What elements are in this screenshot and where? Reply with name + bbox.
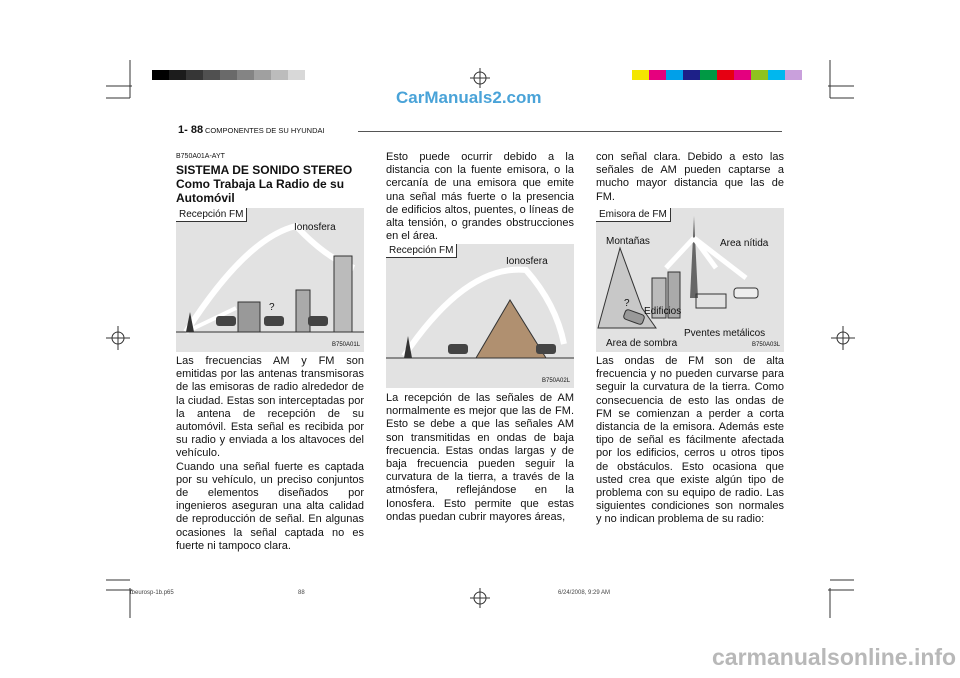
paragraph: Las frecuencias AM y FM son emitidas por las antenas transmisoras de las emisoras de radio alrededor de la ciudad. Estas son interceptadas por la antena de recepción de su automóvil. Esta señal es recibida por su radio y enviada a los altavoces del vehículo. — [176, 355, 364, 460]
color-bar — [632, 70, 802, 80]
figure-am-reception-label: Recepción FM — [386, 244, 457, 258]
calibration-swatch — [271, 70, 288, 80]
figure-fm-reception-label: Recepción FM — [176, 208, 247, 222]
figure-code: B750A01L — [332, 342, 361, 348]
calibration-swatch — [683, 70, 700, 80]
calibration-swatch — [237, 70, 254, 80]
section-title: SISTEMA DE SONIDO STEREO Como Trabaja La Radio de su Automóvil — [176, 163, 353, 205]
watermark-top: CarManuals2.com — [396, 88, 542, 107]
section-code: B750A01A-AYT — [176, 153, 225, 160]
page-number: 1- 88 — [178, 124, 204, 136]
footer-page: 88 — [298, 590, 305, 596]
figure-code: B750A02L — [542, 378, 571, 384]
header-rule — [358, 131, 782, 132]
calibration-swatch — [186, 70, 203, 80]
calibration-swatch — [768, 70, 785, 80]
body-text-col3: con señal clara. Debido a esto las señales de AM pueden captarse a mucho mayor distancia que las de FM. — [596, 151, 784, 203]
calibration-swatch — [734, 70, 751, 80]
clear-area-label: Area nítida — [720, 238, 769, 249]
calibration-swatch — [220, 70, 237, 80]
body-text-col2-continued: La recepción de las señales de AM normalmente es mejor que las de FM. Esto se debe a que las señales AM son transmitidas en ondas de baja frecuencia. Estas ondas largas y de baja frecuencia pueden seguir la curvatura de la tierra, a través de la atmósfera, reflejándose en la Ionosfera. Esto permite que estas ondas puedan cubrir mayores áreas, — [386, 392, 574, 523]
calibration-swatch — [203, 70, 220, 80]
shadow-area-label: Area de sombra — [606, 338, 678, 349]
calibration-swatch — [288, 70, 305, 80]
calibration-swatch — [785, 70, 802, 80]
buildings-label: Edificios — [644, 306, 682, 317]
calibration-swatch — [649, 70, 666, 80]
calibration-swatch — [666, 70, 683, 80]
figure-fm-station — [596, 208, 784, 352]
body-text-col3-continued: Las ondas de FM son de alta frecuencia y no pueden curvarse para seguir la curvatura de la tierra. Como consecuencia de esto las ondas de FM se comienzan a perder a corta distancia de la emisora. Además este tipo de señal es fácilmente afectada por los edificios, cerros u otros tipos de obstáculos. Esto ocasiona que usted crea que existe algún tipo de problema con su equipo de radio. Las siguientes condiciones son normales y no indican problema de su radio: — [596, 355, 784, 526]
body-text-col2: Esto puede ocurrir debido a la distancia con la fuente emisora, o la cercanía de una emisora que emite una señal más fuerte o la presencia de edificios altos, puentes, o líneas de alta tensión, o grandes obstrucciones en el área. — [386, 151, 574, 243]
page-section: COMPONENTES DE SU HYUNDAI — [205, 126, 325, 135]
unknown-mark: ? — [269, 302, 275, 313]
calibration-swatch — [717, 70, 734, 80]
paragraph: Cuando una señal fuerte es captada por su vehículo, un preciso conjuntos de elementos diseñados por ingenieros aseguran una alta calidad de reproducción de señal. En algunas ocasiones la señal captada no es fuerte ni tampoco clara. — [176, 460, 364, 552]
bridges-label: Pventes metálicos — [684, 328, 766, 339]
unknown-mark: ? — [624, 298, 630, 309]
figure-am-reception — [386, 244, 574, 388]
watermark-bottom: carmanualsonline.info — [712, 644, 957, 670]
figure-code: B750A03L — [752, 342, 781, 348]
footer-file: tbeurosp-1b.p65 — [130, 590, 174, 596]
calibration-swatch — [700, 70, 717, 80]
mountains-label: Montañas — [606, 236, 650, 247]
grayscale-bar — [152, 70, 305, 80]
body-text-col1 — [176, 355, 364, 553]
ionosphere-label: Ionosfera — [294, 222, 336, 233]
footer-date: 6/24/2008, 9:29 AM — [558, 590, 611, 596]
calibration-swatch — [169, 70, 186, 80]
calibration-swatch — [254, 70, 271, 80]
calibration-swatch — [152, 70, 169, 80]
calibration-swatch — [632, 70, 649, 80]
figure-fm-station-label: Emisora de FM — [596, 208, 671, 222]
calibration-swatch — [751, 70, 768, 80]
ionosphere-label: Ionosfera — [506, 256, 548, 267]
figure-fm-reception — [176, 208, 364, 352]
